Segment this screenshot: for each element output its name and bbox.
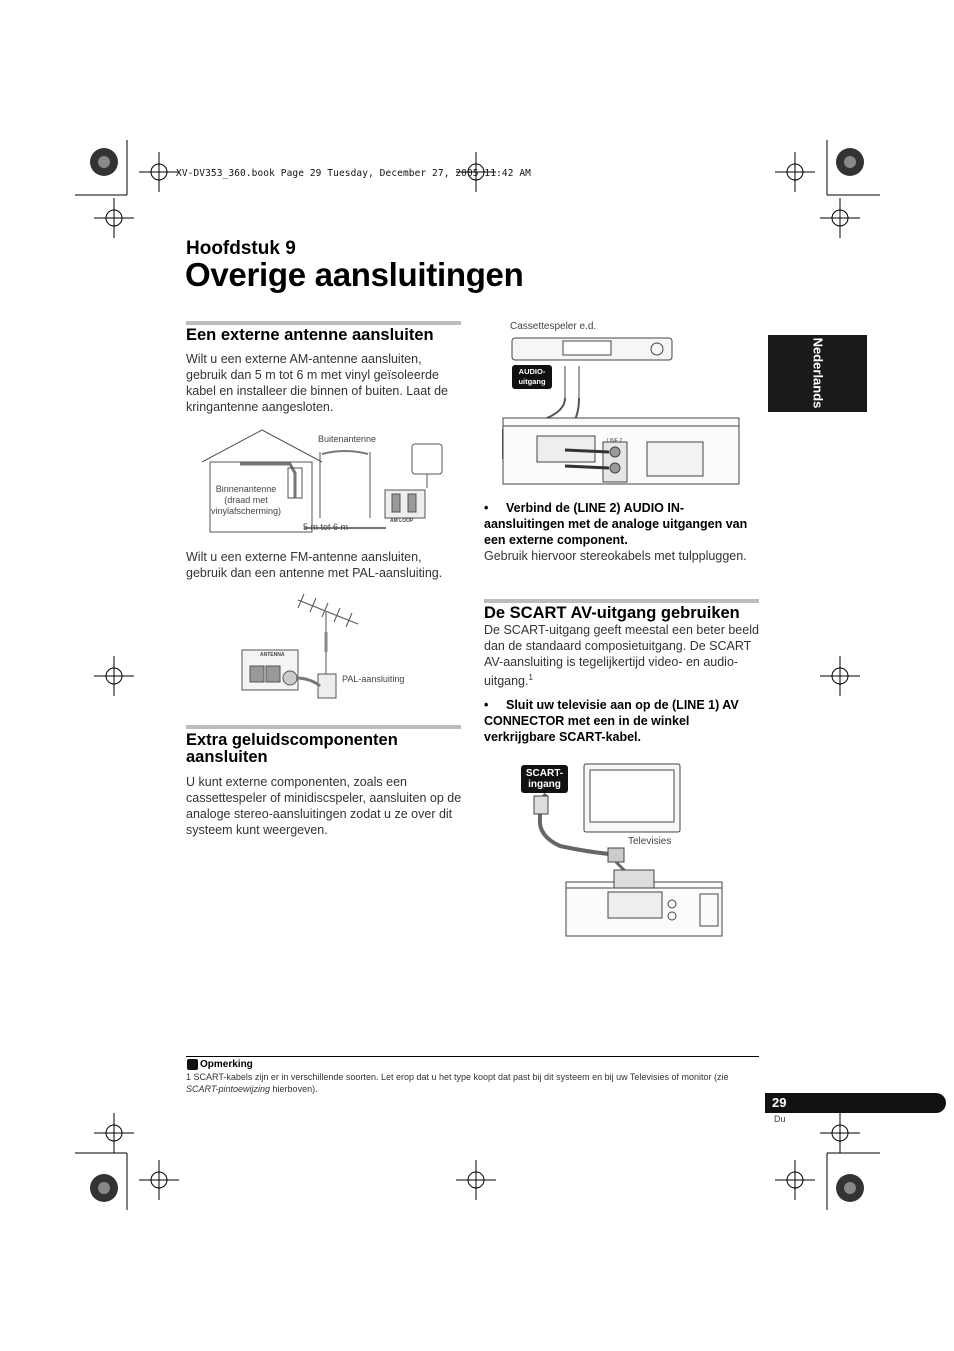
note-reference: SCART-pintoewijzing bbox=[186, 1084, 271, 1094]
fm-antenna-drawing bbox=[238, 592, 428, 702]
section-divider bbox=[186, 321, 461, 325]
chapter-label: Hoofdstuk 9 bbox=[186, 238, 296, 259]
note-divider bbox=[186, 1056, 759, 1057]
section-heading-scart: De SCART AV-uitgang gebruiken bbox=[484, 604, 740, 622]
audio-bullet-subtext: Gebruik hiervoor stereokabels met tulppluggen. bbox=[484, 549, 747, 563]
audio-out-label: AUDIO-uitgang bbox=[518, 367, 546, 386]
am-loop-label: AM LOOP bbox=[390, 518, 414, 524]
scart-bullet: • Sluit uw televisie aan op de (LINE 1) AV CONNECTOR met een in de winkel verkrijgbare SCART-kabel. bbox=[484, 697, 760, 745]
fm-antenna-diagram bbox=[238, 592, 428, 702]
language-tab bbox=[768, 335, 867, 412]
cassette-connection-diagram bbox=[497, 318, 742, 490]
note-icon bbox=[187, 1059, 198, 1070]
antenna-panel-label: ANTENNA bbox=[260, 652, 285, 658]
book-file-line: XV-DV353_360.book Page 29 Tuesday, December 27, 2005 11:42 AM bbox=[176, 168, 531, 179]
note-heading: Opmerking bbox=[200, 1059, 253, 1070]
audio-bullet: • Verbind de (LINE 2) AUDIO IN-aansluitingen met de analoge uitgangen van een externe component. bbox=[484, 500, 762, 548]
language-tab-label: Nederlands bbox=[810, 337, 826, 409]
page-title: Overige aansluitingen bbox=[185, 256, 524, 293]
section-heading-audio: Extra geluidscomponenten aansluiten bbox=[186, 731, 398, 766]
page-number-tab bbox=[765, 1093, 946, 1113]
language-code: Du bbox=[774, 1114, 786, 1124]
cassette-drawing bbox=[497, 318, 742, 490]
cassette-device-label: Cassettespeler e.d. bbox=[510, 321, 597, 332]
indoor-antenna-label: Binnenantenne (draad met vinylafscherming) bbox=[210, 484, 282, 516]
scart-paragraph-text: De SCART-uitgang geeft meestal een beter beeld dan de standaard composietuitgang. De SCART AV-aansluiting is tegelijkertijd video- en audio-uitgang. bbox=[484, 623, 759, 689]
am-antenna-diagram bbox=[200, 428, 450, 538]
scart-in-badge bbox=[521, 765, 568, 793]
scart-paragraph bbox=[484, 622, 760, 689]
distance-label: 5 m tot 6 m bbox=[303, 522, 349, 532]
footnote-ref: 1 bbox=[528, 673, 533, 682]
audio-out-badge bbox=[512, 365, 552, 389]
scart-bullet-text: Sluit uw televisie aan op de (LINE 1) AV CONNECTOR met een in de winkel verkrijgbare SCART-kabel. bbox=[484, 698, 739, 744]
tv-label: Televisies bbox=[628, 836, 672, 847]
pal-connector-label: PAL-aansluiting bbox=[342, 674, 405, 684]
page-number: 29 bbox=[772, 1095, 787, 1110]
section-divider bbox=[484, 599, 759, 603]
note-text: 1 SCART-kabels zijn er in verschillende soorten. Let erop dat u het type koopt dat past bij dit systeem en bij uw Televisies of monitor (zie SCART-pintoewijzing hierboven). bbox=[186, 1072, 729, 1094]
outdoor-antenna-label: Buitenantenne bbox=[318, 434, 377, 444]
antenna-paragraph-2: Wilt u een externe FM-antenne aansluiten, gebruik dan een antenne met PAL-aansluiting. bbox=[186, 550, 443, 580]
note-number: 1 bbox=[186, 1072, 192, 1082]
section-heading-antenna: Een externe antenne aansluiten bbox=[186, 326, 434, 344]
scart-connection-diagram bbox=[518, 762, 723, 938]
antenna-paragraph-1: Wilt u een externe AM-antenne aansluiten, gebruik dan 5 m tot 6 m met vinyl geïsoleerde kabel en installeer die binnen of buiten. Laat de kringantenne aangesloten. bbox=[186, 352, 448, 414]
section-divider bbox=[186, 725, 461, 729]
audio-paragraph: U kunt externe componenten, zoals een cassettespeler of minidiscspeler, aansluiten op de analoge stereo-aansluitingen zodat u ze over dit systeem kunt weergeven. bbox=[186, 775, 462, 837]
scart-in-label: SCART-ingang bbox=[525, 768, 564, 790]
line2-label: LINE 2 bbox=[607, 438, 623, 444]
audio-bullet-text: Verbind de (LINE 2) AUDIO IN-aansluitingen met de analoge uitgangen van een externe component. bbox=[484, 501, 748, 547]
